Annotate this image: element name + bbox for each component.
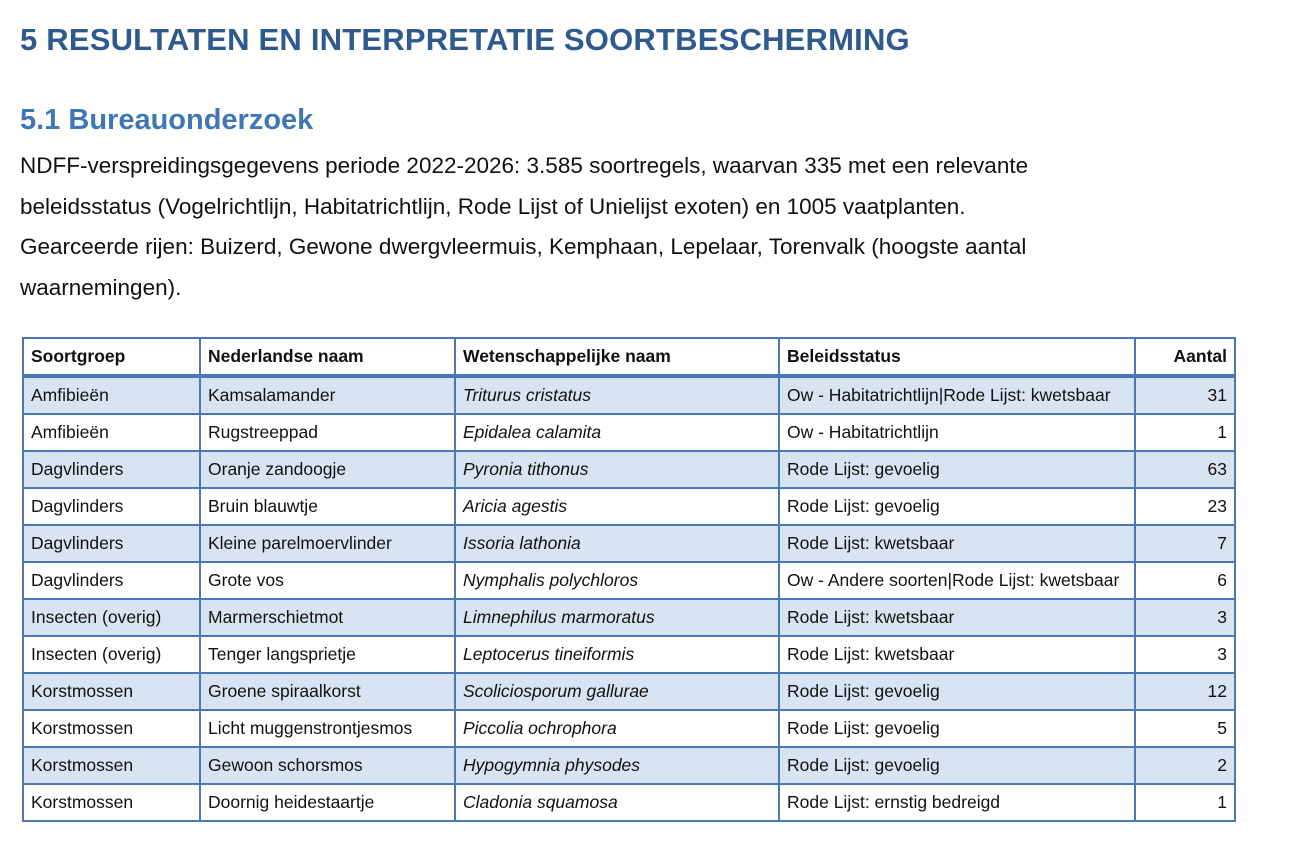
cell-nederlandse-naam: Marmerschietmot [200,599,455,636]
cell-wetenschappelijke-naam: Limnephilus marmoratus [455,599,779,636]
cell-beleidsstatus: Rode Lijst: gevoelig [779,747,1135,784]
cell-nederlandse-naam: Gewoon schorsmos [200,747,455,784]
table-body [23,376,1235,821]
cell-wetenschappelijke-naam: Epidalea calamita [455,414,779,451]
cell-soortgroep: Korstmossen [23,747,200,784]
header-wetenschappelijke-naam: Wetenschappelijke naam [455,338,779,376]
cell-wetenschappelijke-naam: Piccolia ochrophora [455,710,779,747]
cell-aantal: 63 [1135,451,1235,488]
cell-nederlandse-naam: Bruin blauwtje [200,488,455,525]
cell-nederlandse-naam: Kleine parelmoervlinder [200,525,455,562]
cell-aantal: 2 [1135,747,1235,784]
cell-beleidsstatus: Rode Lijst: gevoelig [779,451,1135,488]
cell-soortgroep: Dagvlinders [23,562,200,599]
species-table [22,337,1236,822]
cell-beleidsstatus: Rode Lijst: gevoelig [779,673,1135,710]
table-row [23,525,1235,562]
paragraph-line: NDFF-verspreidingsgegevens periode 2022-2026: 3.585 soortregels, waarvan 335 met een relevante [20,153,1029,178]
cell-aantal: 7 [1135,525,1235,562]
cell-beleidsstatus: Ow - Andere soorten|Rode Lijst: kwetsbaar [779,562,1135,599]
cell-beleidsstatus: Rode Lijst: ernstig bedreigd [779,784,1135,821]
table-row [23,376,1235,414]
cell-beleidsstatus: Rode Lijst: gevoelig [779,488,1135,525]
header-nederlandse-naam: Nederlandse naam [200,338,455,376]
table-row [23,747,1235,784]
cell-aantal: 5 [1135,710,1235,747]
cell-soortgroep: Dagvlinders [23,525,200,562]
cell-aantal: 3 [1135,636,1235,673]
cell-soortgroep: Amfibieën [23,414,200,451]
cell-beleidsstatus: Ow - Habitatrichtlijn [779,414,1135,451]
section-heading: 5 RESULTATEN EN INTERPRETATIE SOORTBESCHERMING [20,22,910,57]
cell-nederlandse-naam: Tenger langsprietje [200,636,455,673]
table-row [23,451,1235,488]
cell-beleidsstatus: Rode Lijst: kwetsbaar [779,599,1135,636]
cell-beleidsstatus: Rode Lijst: gevoelig [779,710,1135,747]
cell-soortgroep: Dagvlinders [23,488,200,525]
table-row [23,710,1235,747]
cell-beleidsstatus: Rode Lijst: kwetsbaar [779,636,1135,673]
table-row [23,414,1235,451]
cell-aantal: 1 [1135,414,1235,451]
cell-wetenschappelijke-naam: Cladonia squamosa [455,784,779,821]
cell-nederlandse-naam: Groene spiraalkorst [200,673,455,710]
cell-aantal: 12 [1135,673,1235,710]
cell-soortgroep: Amfibieën [23,376,200,414]
cell-soortgroep: Dagvlinders [23,451,200,488]
cell-soortgroep: Korstmossen [23,673,200,710]
cell-nederlandse-naam: Oranje zandoogje [200,451,455,488]
cell-aantal: 1 [1135,784,1235,821]
cell-soortgroep: Korstmossen [23,710,200,747]
cell-nederlandse-naam: Rugstreeppad [200,414,455,451]
table-row [23,636,1235,673]
cell-nederlandse-naam: Licht muggenstrontjesmos [200,710,455,747]
cell-nederlandse-naam: Doornig heidestaartje [200,784,455,821]
paragraph-line: Gearceerde rijen: Buizerd, Gewone dwergvleermuis, Kemphaan, Lepelaar, Torenvalk (hoogste aantal [20,234,1027,259]
cell-soortgroep: Korstmossen [23,784,200,821]
cell-wetenschappelijke-naam: Nymphalis polychloros [455,562,779,599]
subsection-heading: 5.1 Bureauonderzoek [20,104,314,136]
cell-wetenschappelijke-naam: Scoliciosporum gallurae [455,673,779,710]
cell-wetenschappelijke-naam: Aricia agestis [455,488,779,525]
cell-wetenschappelijke-naam: Triturus cristatus [455,376,779,414]
table-row [23,562,1235,599]
paragraph-line: beleidsstatus (Vogelrichtlijn, Habitatrichtlijn, Rode Lijst of Unielijst exoten) en 1005 vaatplanten. [20,193,966,219]
cell-beleidsstatus: Ow - Habitatrichtlijn|Rode Lijst: kwetsbaar [779,376,1135,414]
cell-nederlandse-naam: Kamsalamander [200,376,455,414]
cell-wetenschappelijke-naam: Pyronia tithonus [455,451,779,488]
cell-wetenschappelijke-naam: Issoria lathonia [455,525,779,562]
table-row [23,784,1235,821]
cell-soortgroep: Insecten (overig) [23,599,200,636]
header-soortgroep: Soortgroep [23,338,200,376]
cell-wetenschappelijke-naam: Hypogymnia physodes [455,747,779,784]
table-header-row [23,338,1235,376]
header-beleidsstatus: Beleidsstatus [779,338,1135,376]
cell-aantal: 6 [1135,562,1235,599]
intro-paragraph [20,146,1260,308]
cell-aantal: 31 [1135,376,1235,414]
paragraph-line: waarnemingen). [20,274,182,300]
cell-aantal: 3 [1135,599,1235,636]
header-aantal: Aantal [1135,338,1235,376]
table-row [23,673,1235,710]
cell-aantal: 23 [1135,488,1235,525]
cell-wetenschappelijke-naam: Leptocerus tineiformis [455,636,779,673]
cell-nederlandse-naam: Grote vos [200,562,455,599]
cell-soortgroep: Insecten (overig) [23,636,200,673]
table-row [23,599,1235,636]
table-row [23,488,1235,525]
cell-beleidsstatus: Rode Lijst: kwetsbaar [779,525,1135,562]
